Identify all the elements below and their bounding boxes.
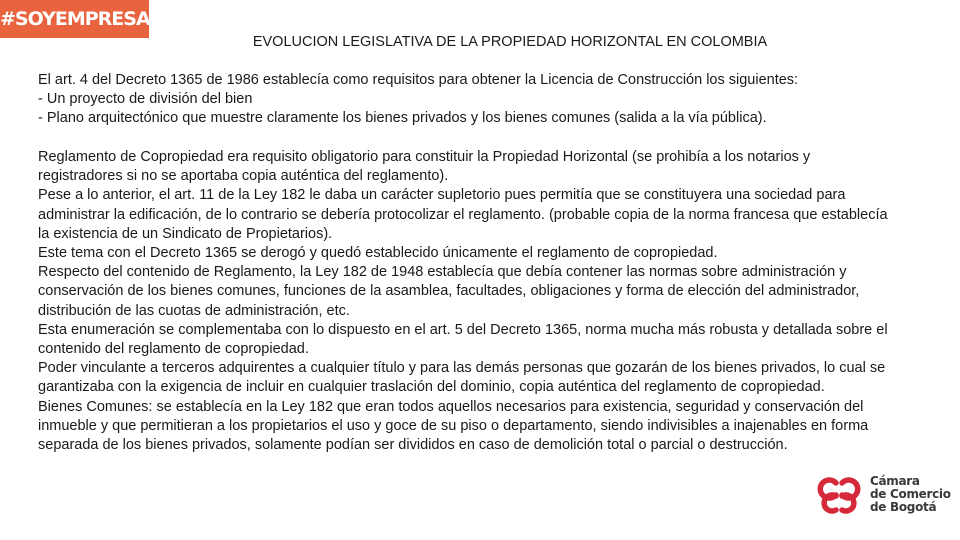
ccb-logo-icon bbox=[812, 474, 866, 514]
logo-line: de Bogotá bbox=[870, 499, 937, 514]
paragraph-reglamento bbox=[38, 148, 960, 455]
text-line: El art. 4 del Decreto 1365 de 1986 establecía como requisitos para obtener la Licencia de Construcción los siguientes: bbox=[38, 72, 799, 88]
text-line: contenido del reglamento de copropiedad. bbox=[38, 341, 309, 358]
text-line: Esta enumeración se complementaba con lo dispuesto en el art. 5 del Decreto 1365, norma mucha más robusta y detallada sobre el bbox=[38, 321, 888, 338]
text-line: distribución de las cuotas de administración, etc. bbox=[38, 302, 350, 319]
text-line: Este tema con el Decreto 1365 se derogó y quedó establecido únicamente el reglamento de copropiedad. bbox=[38, 245, 718, 262]
text-line: Pese a lo anterior, el art. 11 de la Ley 182 le daba un carácter supletorio pues permitía que se constituyera una sociedad para bbox=[38, 187, 846, 204]
text-line: la existencia de un Sindicato de Propietarios). bbox=[38, 225, 333, 242]
paragraph-requisitos bbox=[38, 71, 960, 129]
text-line: Reglamento de Copropiedad era requisito obligatorio para constituir la Propiedad Horizontal (se prohibía a los notarios y bbox=[38, 149, 811, 165]
text-line: - Plano arquitectónico que muestre claramente los bienes privados y los bienes comunes (salida a la vía pública). bbox=[38, 110, 767, 127]
text-line: administrar la edificación, de lo contrario se debería protocolizar el reglamento. (probable copia de la norma francesa que establecía bbox=[38, 206, 888, 223]
text-line: Bienes Comunes: se establecía en la Ley 182 que eran todos aquellos necesarios para existencia, seguridad y conservación del bbox=[38, 398, 864, 415]
text-line: Respecto del contenido de Reglamento, la Ley 182 de 1948 establecía que debía contener las normas sobre administración y bbox=[38, 264, 847, 281]
text-line: Poder vinculante a terceros adquirentes a cualquier título y para las demás personas que gozarán de los bienes privados, lo cual se bbox=[38, 360, 886, 377]
text-line: garantizaba con la exigencia de incluir en cualquier traslación del dominio, copia auténtica del reglamento de copropiedad. bbox=[38, 379, 825, 396]
page-title: EVOLUCION LEGISLATIVA DE LA PROPIEDAD HORIZONTAL EN COLOMBIA bbox=[252, 34, 768, 50]
text-line: inmueble y que permitieran a los propietarios el uso y goce de su piso o departamento, siendo indivisibles a inajenables en forma bbox=[38, 417, 869, 434]
brand-hashtag-badge: #SOYEMPRESARIO bbox=[0, 0, 149, 38]
text-line: conservación de los bienes comunes, funciones de la asamblea, facultades, obligaciones y forma de elección del administrador, bbox=[38, 283, 860, 300]
camara-comercio-logo bbox=[812, 474, 951, 514]
logo-line: de Comercio bbox=[870, 486, 951, 501]
text-line: registradores si no se aportaba copia auténtica del reglamento). bbox=[38, 168, 449, 185]
logo-text bbox=[870, 475, 951, 514]
text-line: - Un proyecto de división del bien bbox=[38, 91, 253, 108]
logo-line: Cámara bbox=[870, 473, 920, 488]
text-line: separada de los bienes privados, solamente podían ser divididos en caso de demolición total o parcial o destrucción. bbox=[38, 437, 788, 454]
